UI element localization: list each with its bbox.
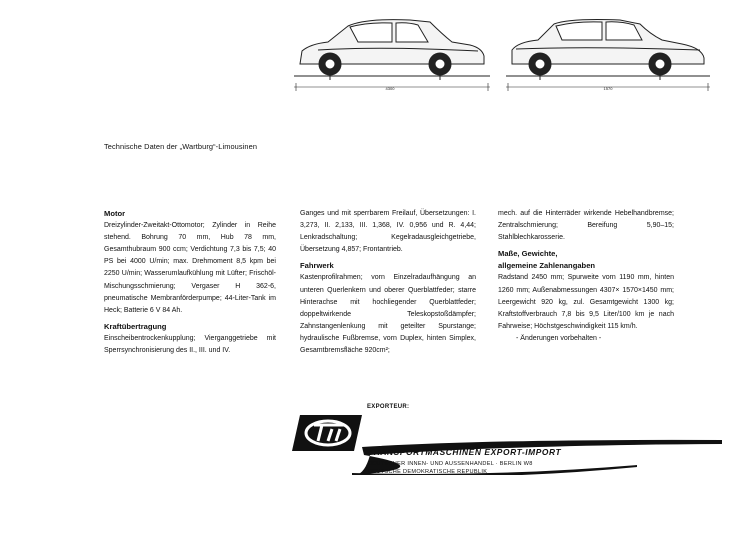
dimension-label-left: 4300 (385, 86, 395, 91)
motor-text: Dreizylinder-Zweitakt-Ottomotor; Zylinder in Reihe stehend. Bohrung 70 mm, Hub 78 mm, Gesamthubraum 900 ccm; Verdichtung 7,3 bis 7,5; 40 PS bei 4000 U/min; max. Drehmoment 8,5 kpm bei 2250 U/min; Wasserumlaufkühlung mit Lüfter; Frischöl-Mischungsschmierung; Vergaser H 362-6, pneumatische Membranförderpumpe; 44-Liter-Tank im Heck; Batterie 6 V 84 Ah. (104, 222, 276, 314)
car-side-view-drawings (290, 4, 715, 92)
kraftuebertragung-text: Einscheibentrockenkupplung; Vierganggetriebe mit Sperrsynchronisierung des II., III. und IV. (104, 334, 276, 355)
spec-column-2 (300, 208, 476, 357)
masse-heading-line1: Maße, Gewichte, (498, 249, 558, 259)
company-name: TRANSPORTMASCHINEN EXPORT-IMPORT (368, 447, 562, 457)
bremse-text: mech. auf die Hinterräder wirkende Hebelhandbremse; Zentralschmierung; Bereifung 5,90–15; Stahlblechkarosserie. (498, 210, 674, 242)
car-side-view-right (506, 20, 710, 92)
page-title: Technische Daten der „Wartburg“-Limousinen (104, 142, 258, 151)
masse-heading-line2: allgemeine Zahlenangaben (498, 261, 596, 271)
spec-column-1 (104, 208, 276, 357)
tm-logo-icon (292, 415, 362, 451)
car-side-view-left (294, 20, 490, 91)
company-subline-2: DEUTSCHE DEMOKRATISCHE REPUBLIK (368, 469, 488, 475)
exporteur-label: EXPORTEUR: (367, 404, 410, 410)
fahrwerk-heading: Fahrwerk (300, 261, 334, 271)
getriebe-text: Ganges und mit sperrbarem Freilauf, Übersetzungen: I. 3,273, II. 2,133, III. 1,368, IV. 0,956 und R. 4,44; Lenkradschaltung; Kegelradausgleichgetriebe, Übersetzung 4,857; Frontantrieb. (300, 210, 476, 254)
fahrwerk-text: Kastenprofilrahmen; vorn Einzelradaufhängung an unteren Querlenkern und oberer Querblattfeder; starre Hinterachse mit hochliegender Querblattfeder; doppeltwirkende Teleskopstoßdämpfer; Zahnstangenlenkung mit geteilter Spurstange; hydraulische Fußbremse, vorn Duplex, hinten Simplex, Gesamtbremsfläche 920cm²; (300, 274, 476, 355)
company-subline-1: DEUTSCHER INNEN- UND AUSSENHANDEL · BERLIN W8 (368, 461, 533, 467)
aenderungen-note: - Änderungen vorbehalten - (516, 334, 602, 342)
dimension-label-right: 1570 (603, 86, 613, 91)
motor-heading: Motor (104, 209, 126, 218)
kraftuebertragung-heading: Kraftübertragung (104, 321, 167, 331)
masse-text: Radstand 2450 mm; Spurweite vorn 1190 mm, hinten 1260 mm; Außenabmessungen 4307× 1570×1450 mm; Leergewicht 920 kg, zul. Gesamtgewicht 1300 kg; Kraftstoffverbrauch 7,8 bis 9,5 Liter/100 km je nach Fahrweise; Höchstgeschwindigkeit 115 km/h. (498, 274, 674, 330)
spec-column-3 (498, 208, 674, 345)
